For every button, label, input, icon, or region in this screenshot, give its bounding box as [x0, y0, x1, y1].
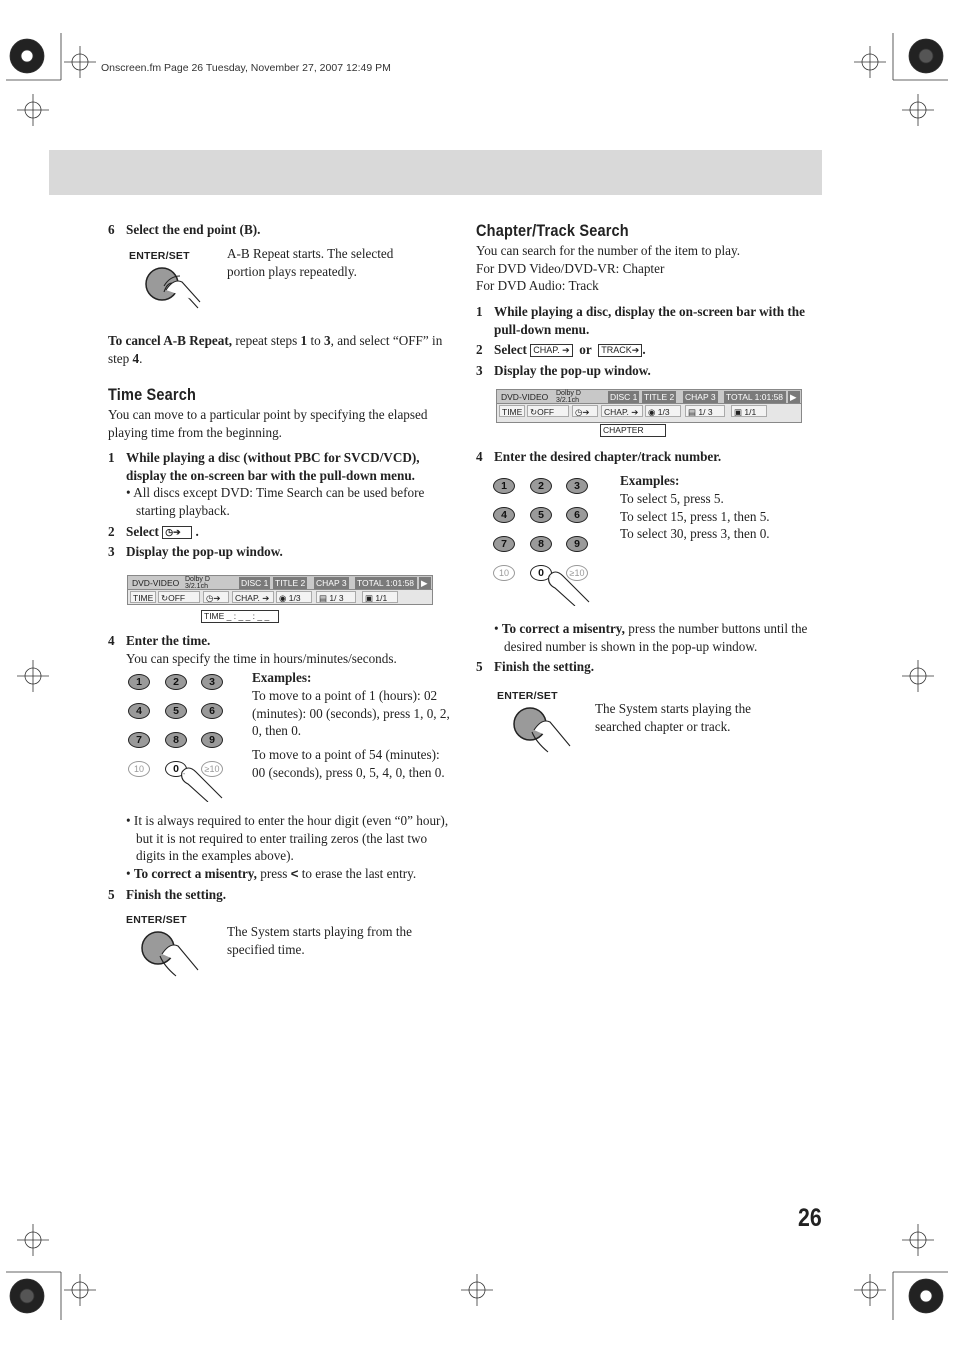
key-1: 1 [493, 478, 515, 494]
osd-disc: DISC 1 [241, 578, 269, 588]
chapter-step-1: 1 While playing a disc, display the on-screen bar with the pull-down menu. [476, 304, 805, 337]
osd-total: TOTAL 1:01:58 [355, 577, 417, 589]
osd-time-search-icon: ◷➔ [203, 591, 229, 603]
key-3: 3 [566, 478, 588, 494]
osd-disc-type: DVD-VIDEO [132, 578, 180, 588]
chapter-step-2: 2 Select CHAP. ➔ or TRACK➔ . [476, 342, 646, 357]
time-step-3: 3 Display the pop-up window. [108, 544, 283, 559]
osd-chap-select-2: CHAP. ➔ [601, 405, 643, 417]
page-number: 26 [798, 1204, 822, 1232]
ab-repeat-text: A-B Repeat starts. The selected portion plays repeatedly. [227, 246, 394, 279]
chapter-intro-1: You can search for the number of the item to play. [476, 243, 741, 258]
chapter-bullet-misentry: • To correct a misentry, press the number buttons until the desired number is shown in the pop-up window. [494, 621, 808, 654]
key-6: 6 [566, 507, 588, 523]
osd-repeat: ↻OFF [158, 591, 200, 603]
cancel-ab-repeat: To cancel A-B Repeat, repeat steps 1 to 3, and select “OFF” in step 4. [108, 333, 443, 366]
chapter-example-3: To select 30, press 3, then 0. [620, 526, 770, 541]
chapter-finish-text: The System starts playing the searched chapter or track. [595, 701, 752, 734]
chapter-intro-2: For DVD Video/DVD-VR: Chapter [476, 261, 665, 276]
osd-disc-type-2: DVD-VIDEO [501, 392, 549, 402]
key-2: 2 [165, 674, 187, 690]
enter-set-button-icon [140, 262, 202, 312]
osd-chap: CHAP 3 [316, 578, 347, 588]
osd-title-2: TITLE 2 [644, 392, 675, 402]
key-8: 8 [165, 732, 187, 748]
key-7: 7 [128, 732, 150, 748]
play-icon: ▶ [419, 577, 431, 589]
keypad-right [493, 478, 593, 606]
time-bullet-misentry: • To correct a misentry, press < to erase the last entry. [126, 866, 417, 881]
chapter-intro-3: For DVD Audio: Track [476, 278, 599, 293]
time-step-1-bullet: • All discs except DVD: Time Search can be used before starting playback. [126, 485, 425, 518]
header-band [49, 150, 822, 195]
key-0: 0 [530, 565, 552, 581]
osd-angle: ▣ 1/1 [362, 591, 398, 603]
key-5: 5 [530, 507, 552, 523]
time-bullet-hour: • It is always required to enter the hour digit (even “0” hour), but it is not required to enter trailing zeros (the last two digits in the examples above). [126, 813, 449, 864]
enter-set-label-3: ENTER/SET [497, 690, 558, 702]
osd-time: TIME [130, 591, 156, 603]
time-search-intro: You can move to a particular point by specifying the elapsed playing time from the beginning. [108, 407, 428, 440]
time-step-2: 2 Select ◷➔ . [108, 524, 199, 539]
chapter-track-search-heading: Chapter/Track Search [476, 222, 629, 240]
enter-set-button-icon-2 [136, 926, 202, 978]
osd-chap-select: CHAP. ➔ [232, 591, 274, 603]
key-10plus: ≥10 [201, 761, 223, 777]
enter-set-label: ENTER/SET [129, 250, 190, 262]
finger-icon [178, 766, 228, 802]
chapter-examples-label: Examples: [620, 473, 680, 488]
key-4: 4 [493, 507, 515, 523]
key-9: 9 [201, 732, 223, 748]
osd-chap-2: CHAP 3 [685, 392, 716, 402]
osd-angle-2: ▣ 1/1 [731, 405, 767, 417]
osd-bar-chapter [496, 389, 802, 441]
time-step-4: 4 Enter the time. [108, 633, 211, 648]
key-7: 7 [493, 536, 515, 552]
key-10plus: ≥10 [566, 565, 588, 581]
osd-audio-format: Dolby D 3/2.1ch [185, 576, 210, 590]
keypad-left [128, 674, 228, 799]
key-3: 3 [201, 674, 223, 690]
play-icon-2: ▶ [788, 391, 800, 403]
osd-repeat-2: ↻OFF [527, 405, 569, 417]
chapter-popup: CHAPTER [600, 424, 666, 437]
time-popup: TIME _ : _ _ : _ _ [201, 610, 279, 623]
key-10: 10 [493, 565, 515, 581]
chapter-example-2: To select 15, press 1, then 5. [620, 509, 770, 524]
enter-set-button-icon-3 [508, 702, 574, 754]
key-6: 6 [201, 703, 223, 719]
file-header: Onscreen.fm Page 26 Tuesday, November 27, 2007 12:49 PM [101, 62, 391, 74]
track-select-box: TRACK➔ [598, 344, 642, 357]
time-search-heading: Time Search [108, 386, 197, 404]
key-10: 10 [128, 761, 150, 777]
osd-subtitle-2: ▤ 1/ 3 [685, 405, 725, 417]
chapter-example-1: To select 5, press 5. [620, 491, 724, 506]
osd-audio-format-2: Dolby D 3/2.1ch [556, 390, 581, 404]
osd-title: TITLE 2 [275, 578, 306, 588]
time-step-4-sub: You can specify the time in hours/minutes/seconds. [126, 651, 397, 666]
key-5: 5 [165, 703, 187, 719]
key-9: 9 [566, 536, 588, 552]
key-1: 1 [128, 674, 150, 690]
enter-set-label-2: ENTER/SET [126, 914, 187, 926]
osd-subtitle: ▤ 1/ 3 [316, 591, 356, 603]
key-4: 4 [128, 703, 150, 719]
time-examples-label: Examples: [252, 670, 312, 685]
key-0: 0 [165, 761, 187, 777]
step-6: 6 Select the end point (B). [108, 222, 261, 237]
osd-total-2: TOTAL 1:01:58 [724, 391, 786, 403]
osd-audio-2: ◉ 1/3 [645, 405, 681, 417]
chap-select-box: CHAP. ➔ [530, 344, 572, 357]
chapter-step-3: 3 Display the pop-up window. [476, 363, 651, 378]
osd-time-2: TIME [499, 405, 525, 417]
finger-icon-2 [545, 570, 593, 606]
time-example-1: To move to a point of 1 (hours): 02 (minutes): 00 (seconds), press 1, 0, 2, 0, then 0. [252, 688, 450, 739]
time-step-5: 5 Finish the setting. [108, 887, 227, 902]
chapter-step-5: 5 Finish the setting. [476, 659, 595, 674]
osd-disc-2: DISC 1 [610, 392, 638, 402]
chapter-step-4: 4 Enter the desired chapter/track number. [476, 449, 722, 464]
time-step-1: 1 While playing a disc (without PBC for SVCD/VCD), display the on-screen bar with the pull-down menu. [108, 450, 420, 483]
key-8: 8 [530, 536, 552, 552]
time-finish-text: The System starts playing from the specified time. [227, 924, 412, 957]
osd-time-search-icon-2: ◷➔ [572, 405, 598, 417]
osd-audio: ◉ 1/3 [276, 591, 312, 603]
time-search-icon: ◷➔ [162, 526, 192, 539]
key-2: 2 [530, 478, 552, 494]
osd-bar-time [127, 575, 433, 623]
time-example-2: To move to a point of 54 (minutes): 00 (seconds), press 0, 5, 4, 0, then 0. [252, 747, 445, 780]
